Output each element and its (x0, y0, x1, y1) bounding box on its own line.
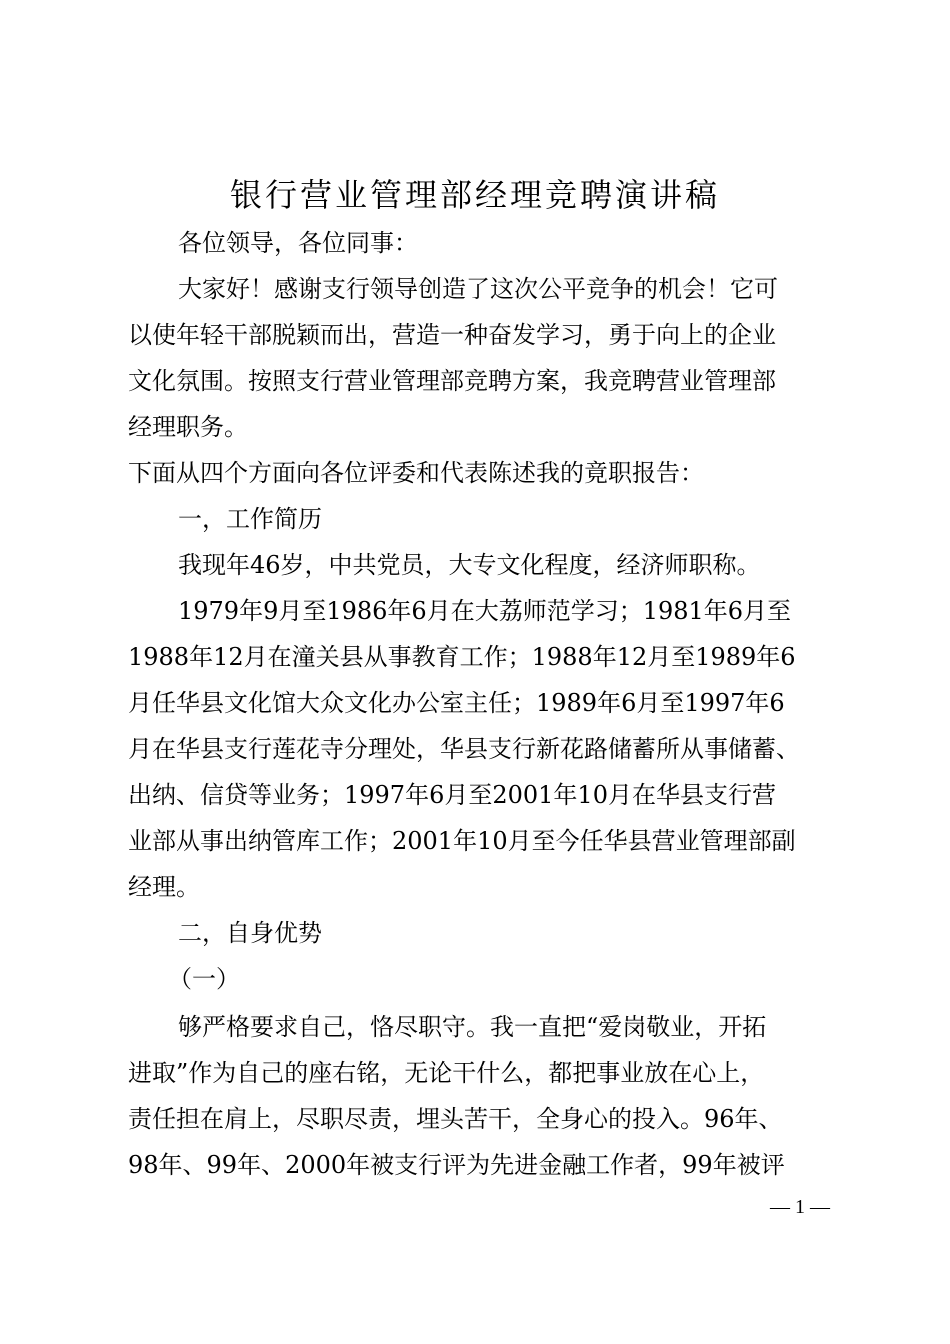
paragraph-line: 1988年12月在潼关县从事教育工作；1988年12月至1989年6 (128, 643, 796, 671)
paragraph-line: 下面从四个方面向各位评委和代表陈述我的竟职报告： (128, 459, 704, 487)
paragraph-line: 1979年9月至1986年6月在大荔师范学习；1981年6月至 (178, 597, 792, 625)
paragraph-line: 月任华县文化馆大众文化办公室主任；1989年6月至1997年6 (128, 689, 785, 717)
paragraph-line: 以使年轻干部脱颖而出，营造一种奋发学习，勇于向上的企业 (128, 321, 776, 349)
section-heading: 二，自身优势 (178, 919, 322, 947)
salutation: 各位领导，各位同事： (178, 229, 418, 257)
paragraph-line: 出纳、信贷等业务；1997年6月至2001年10月在华县支行营 (128, 781, 776, 809)
paragraph-line: 大家好！感谢支行领导创造了这次公平竞争的机会！它可 (178, 275, 778, 303)
paragraph-line: 业部从事出纳管库工作；2001年10月至今任华县营业管理部副 (128, 827, 796, 855)
paragraph-line: 进取”作为自己的座右铭，无论干什么，都把事业放在心上， (128, 1059, 765, 1087)
paragraph-line: 98年、99年、2000年被支行评为先进金融工作者，99年被评 (128, 1151, 785, 1179)
section-heading: 一，工作简历 (178, 505, 322, 533)
page-number: — 1 — (770, 1196, 830, 1218)
paragraph-line: 文化氛围。按照支行营业管理部竞聘方案，我竞聘营业管理部 (128, 367, 776, 395)
paragraph-line: 月在华县支行莲花寺分理处，华县支行新花路储蓄所从事储蓄、 (128, 735, 800, 763)
paragraph-line: 责任担在肩上，尽职尽责，埋头苦干，全身心的投入。96年、 (128, 1105, 783, 1133)
paragraph-line: 经理职务。 (128, 413, 248, 441)
document-title: 银行营业管理部经理竞聘演讲稿 (229, 176, 720, 214)
paragraph-line: 经理。 (128, 873, 200, 901)
subsection-heading: （一） (168, 965, 240, 993)
paragraph-line: 我现年46岁，中共党员，大专文化程度，经济师职称。 (178, 551, 761, 579)
paragraph-line: 够严格要求自己，恪尽职守。我一直把“爱岗敬业，开拓 (178, 1013, 767, 1041)
